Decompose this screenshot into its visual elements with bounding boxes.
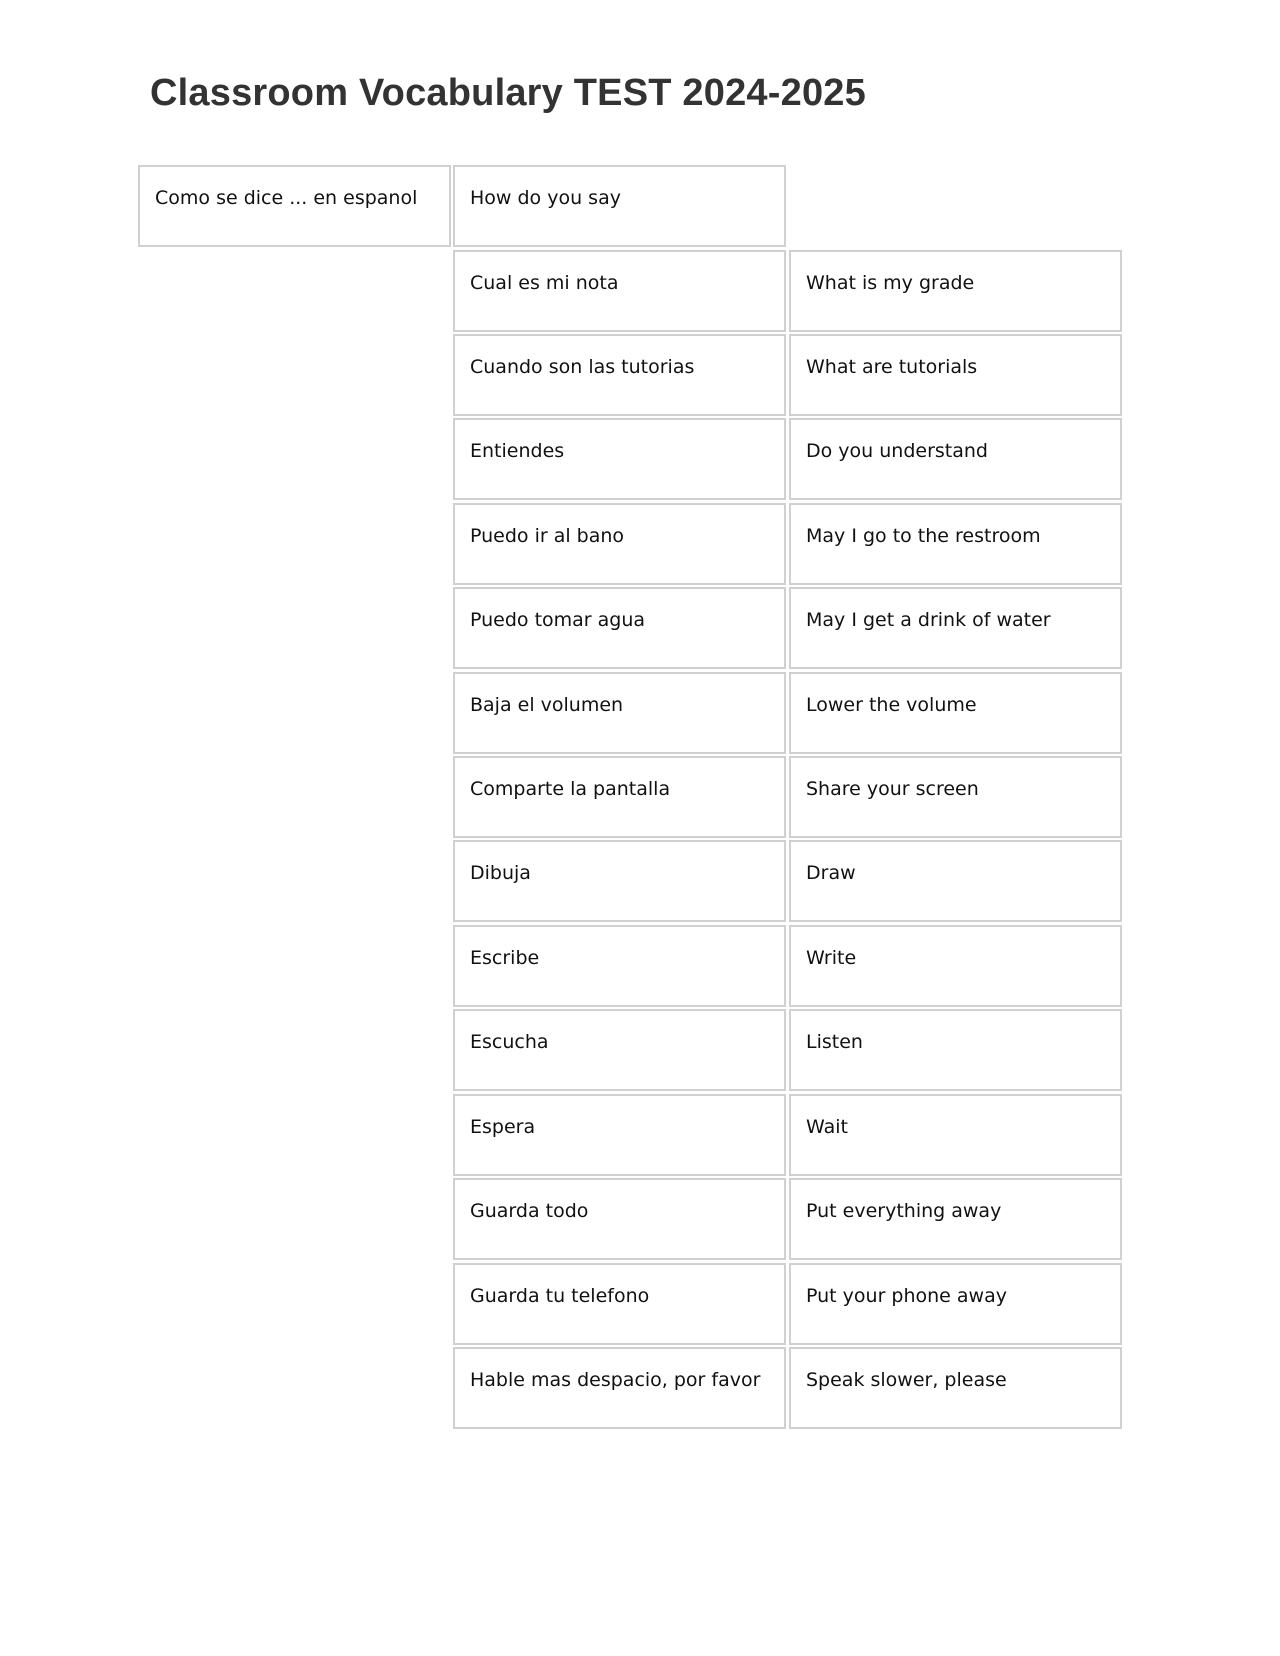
- spanish-cell-10: Escucha: [453, 1009, 786, 1091]
- spanish-cell-6: Baja el volumen: [453, 672, 786, 754]
- english-cell-7: Share your screen: [789, 756, 1122, 838]
- header-how-do-you-say-cell: How do you say: [453, 165, 786, 247]
- spanish-cell-11: Espera: [453, 1094, 786, 1176]
- english-cell-14: Speak slower, please: [789, 1347, 1122, 1429]
- english-cell-2: What are tutorials: [789, 334, 1122, 416]
- spanish-cell-3: Entiendes: [453, 418, 786, 500]
- english-cell-13: Put your phone away: [789, 1263, 1122, 1345]
- english-cell-10: Listen: [789, 1009, 1122, 1091]
- spanish-cell-2: Cuando son las tutorias: [453, 334, 786, 416]
- spanish-cell-8: Dibuja: [453, 840, 786, 922]
- english-cell-1: What is my grade: [789, 250, 1122, 332]
- english-cell-11: Wait: [789, 1094, 1122, 1176]
- page-title: Classroom Vocabulary TEST 2024-2025: [150, 72, 866, 114]
- spanish-cell-12: Guarda todo: [453, 1178, 786, 1260]
- english-cell-3: Do you understand: [789, 418, 1122, 500]
- english-cell-12: Put everything away: [789, 1178, 1122, 1260]
- spanish-cell-14: Hable mas despacio, por favor: [453, 1347, 786, 1429]
- spanish-cell-13: Guarda tu telefono: [453, 1263, 786, 1345]
- english-cell-9: Write: [789, 925, 1122, 1007]
- english-cell-6: Lower the volume: [789, 672, 1122, 754]
- spanish-cell-4: Puedo ir al bano: [453, 503, 786, 585]
- english-cell-8: Draw: [789, 840, 1122, 922]
- header-prompt-cell: Como se dice ... en espanol: [138, 165, 451, 247]
- spanish-cell-9: Escribe: [453, 925, 786, 1007]
- spanish-cell-1: Cual es mi nota: [453, 250, 786, 332]
- spanish-cell-7: Comparte la pantalla: [453, 756, 786, 838]
- english-cell-5: May I get a drink of water: [789, 587, 1122, 669]
- english-cell-4: May I go to the restroom: [789, 503, 1122, 585]
- spanish-cell-5: Puedo tomar agua: [453, 587, 786, 669]
